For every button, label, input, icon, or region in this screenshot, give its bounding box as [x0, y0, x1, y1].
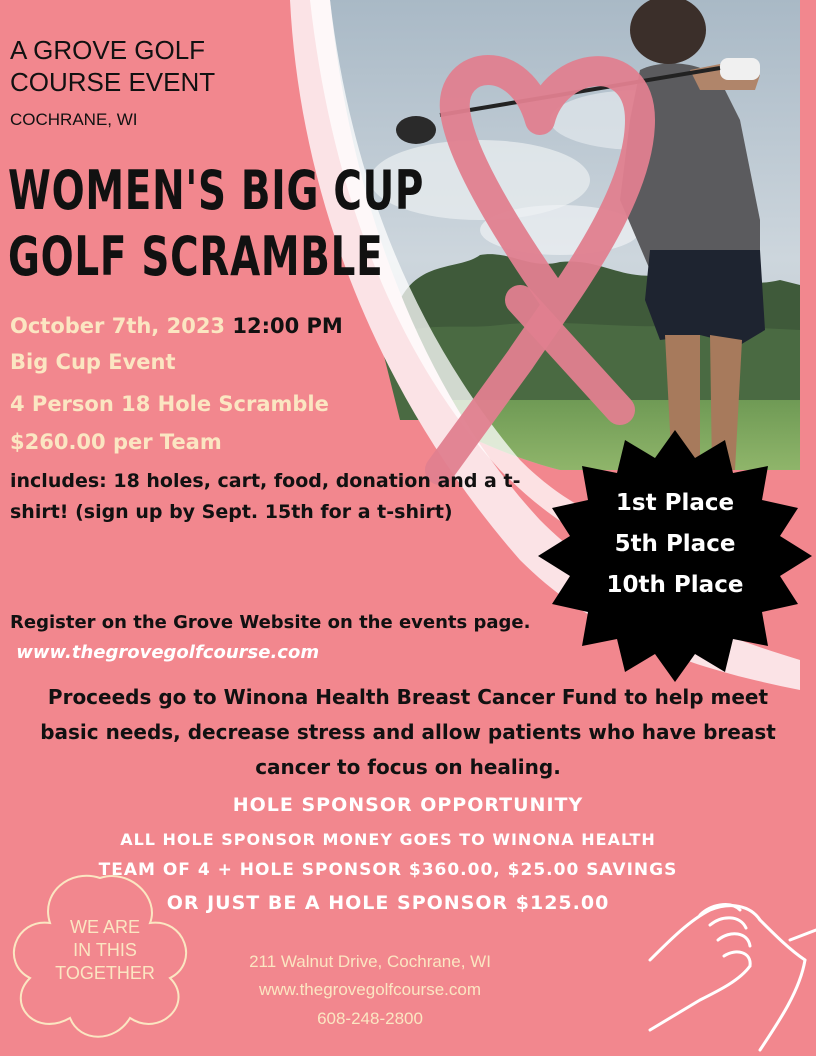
event-date: October 7th, 2023	[10, 314, 226, 338]
handshake-icon	[640, 880, 816, 1056]
together-line-1: WE ARE	[69, 917, 140, 937]
footer-address: 211 Walnut Drive, Cochrane, WI	[249, 952, 491, 971]
includes-text: includes: 18 holes, cart, food, donation and a t-shirt! (sign up by Sept. 15th for a t-shirt)	[10, 470, 521, 523]
sponsor-line-1: ALL HOLE SPONSOR MONEY GOES TO WINONA HEALTH	[120, 830, 656, 849]
proceeds-text: Proceeds go to Winona Health Breast Cancer Fund to help meet basic needs, decrease stress and allow patients who have breast cancer to focus on healing.	[40, 685, 776, 779]
footer-website-link[interactable]: www.thegrovegolfcourse.com	[258, 980, 482, 999]
together-line-3: TOGETHER	[55, 963, 155, 983]
location-text: COCHRANE, WI	[10, 110, 138, 129]
event-price: $260.00 per Team	[10, 430, 222, 454]
event-title-line-2: GOLF SCRAMBLE	[8, 225, 384, 288]
sponsor-line-3: OR JUST BE A HOLE SPONSOR $125.00	[166, 892, 610, 914]
together-text	[30, 916, 180, 985]
organizer-line-1: A GROVE GOLF	[10, 35, 206, 65]
event-name: Big Cup Event	[10, 350, 176, 374]
footer-phone: 608-248-2800	[317, 1009, 423, 1028]
organizer-line-2: COURSE EVENT	[10, 67, 216, 97]
register-url-link[interactable]: www.thegrovegolfcourse.com	[16, 642, 320, 663]
together-line-2: IN THIS	[73, 940, 137, 960]
event-title-line-1: WOMEN'S BIG CUP	[8, 159, 425, 222]
register-instructions: Register on the Grove Website on the events page.	[10, 612, 531, 633]
organizer-heading	[10, 34, 215, 98]
prize-10th-place: 10th Place	[606, 572, 744, 598]
sponsor-line-2: TEAM OF 4 + HOLE SPONSOR $360.00, $25.00 SAVINGS	[98, 860, 678, 880]
event-format: 4 Person 18 Hole Scramble	[10, 392, 329, 416]
starburst-badge	[530, 428, 816, 688]
prize-5th-place: 5th Place	[614, 531, 736, 557]
register-text	[10, 608, 570, 668]
event-time: 12:00 PM	[232, 314, 343, 338]
sponsor-heading: HOLE SPONSOR OPPORTUNITY	[232, 794, 584, 816]
date-time-line	[10, 314, 343, 338]
prize-1st-place: 1st Place	[615, 490, 735, 516]
